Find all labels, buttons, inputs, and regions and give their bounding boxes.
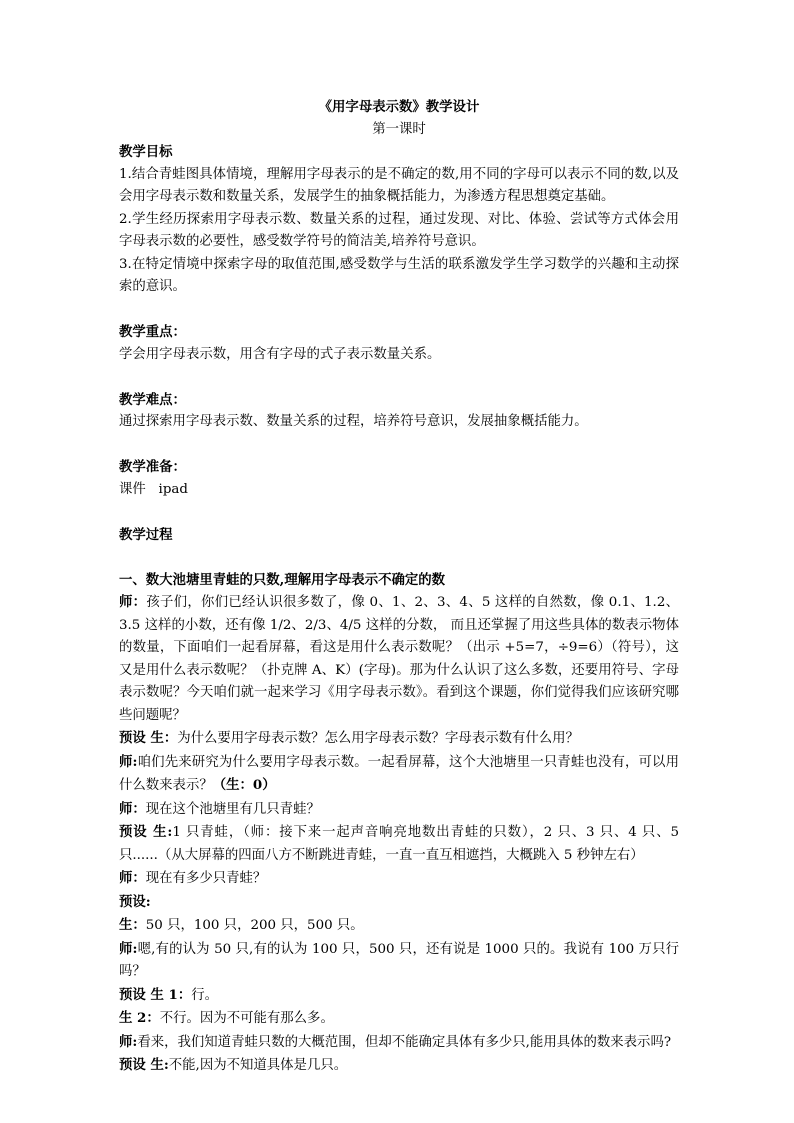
dialog-text: 现在有多少只青蛙？ — [145, 871, 267, 886]
spacer — [119, 366, 679, 389]
preparation-text: 课件 ipad — [119, 481, 188, 497]
speaker-label: 预设 生: — [119, 1057, 169, 1073]
speaker-label: 师: — [119, 1033, 138, 1050]
objectives-heading: 教学目标 — [119, 144, 173, 160]
speaker-label: 生： — [119, 917, 146, 933]
dialog-line-7 — [119, 891, 679, 915]
dialog-text: 不行。因为不可能有那么多。 — [159, 1011, 334, 1026]
dialog-text: 为什么要用字母表示数？怎么用字母表示数？字母表示数有什么用？ — [177, 731, 579, 746]
difficulty-text: 通过探索用字母表示数、数量关系的过程，培养符号意识，发展抽象概括能力。 — [119, 414, 588, 429]
dialog-line-13 — [119, 1054, 679, 1078]
speaker-label: 师: — [119, 940, 138, 957]
dialog-text: 嗯,有的认为 50 只,有的认为 100 只，500 只，还有说是 1000 只的。我说有 100 万只行吗？ — [119, 941, 679, 979]
objective-item-2: 2.学生经历探索用字母表示数、数量关系的过程，通过发现、对比、体验、尝试等方式体会用字母表示数的必要性，感受数学符号的简洁美,培养符号意识。 — [119, 211, 679, 249]
difficulty-heading: 教学难点： — [119, 391, 186, 408]
dialog-text: 咱们先来研究为什么要用字母表示数。一起看屏幕，这个大池塘里一只青蛙也没有，可以用什么数来表示？ — [119, 754, 679, 793]
section-1-heading: 一、数大池塘里青蛙的只数,理解用字母表示不确定的数 — [119, 571, 446, 588]
process-heading: 教学过程 — [119, 526, 173, 543]
dialog-text: 孩子们，你们已经认识很多数了，像 0、1、2、3、4、5 这样的自然数，像 0.1、1.2、3.5 这样的小数，还有像 1/2、2/3、4/5 这样的分数， 而且还掌握了用这些具体的数表示物体的数量，下面咱们一起看屏幕，看这是用什么表示数呢？（出示 +5=7，÷9=6）（符号），这又是用什么表示数呢？（扑克牌 A、K）(字母)。那为什么认识了这么多数，还要用符号、字母表示数呢？今天咱们就一起来学习《用字母表示数》。看到这个课题，你们觉得我们应该研究哪些问题呢？ — [119, 595, 679, 723]
speaker-label: 预设: — [119, 893, 151, 910]
dialog-line-9 — [119, 938, 679, 984]
key-points-heading: 教学重点： — [119, 324, 186, 340]
dialog-line-11 — [119, 1007, 679, 1031]
spacer — [119, 501, 679, 524]
objective-item-1: 1.结合青蛙图具体情境，理解用字母表示的是不确定的数,用不同的字母可以表示不同的数,以及会用字母表示数和数量关系，发展学生的抽象概括能力，为渗透方程思想奠定基础。 — [119, 166, 679, 204]
speaker-label: 师： — [119, 594, 147, 610]
speaker-label: 生 2： — [119, 1010, 160, 1026]
dialog-line-2 — [119, 727, 679, 751]
speaker-label: 师： — [119, 800, 146, 817]
dialog-line-8 — [119, 914, 679, 938]
spacer — [119, 434, 679, 457]
speaker-label: 预设 生: — [119, 824, 173, 840]
objective-item-3: 3.在特定情境中探索字母的取值范围,感受数学与生活的联系激发学生学习数学的兴趣和主动探索的意识。 — [119, 256, 679, 294]
dialog-answer: （生：0） — [212, 777, 276, 793]
dialog-text: 看来，我们知道青蛙只数的大概范围，但却不能确定具体有多少只,能用具体的数来表示吗? — [137, 1034, 672, 1050]
dialog-line-10 — [119, 984, 679, 1008]
dialog-line-12 — [119, 1031, 679, 1055]
spacer — [119, 299, 679, 322]
document-page — [119, 96, 679, 1078]
speaker-label: 师： — [119, 870, 146, 886]
dialog-text: 行。 — [191, 987, 218, 1003]
dialog-text: 1 只青蛙，（师：接下来一起声音响亮地数出青蛙的只数），2 只、3 只、4 只、5 只......（从大屏幕的四面八方不断跳进青蛙，一直一直互相遮挡，大概跳入 5 秒钟左右） — [119, 825, 679, 863]
spacer — [119, 546, 679, 569]
speaker-label: 师: — [119, 753, 138, 770]
speaker-label: 预设 生 1： — [119, 986, 192, 1003]
preparation-heading: 教学准备： — [119, 459, 186, 475]
document-title: 《用字母表示数》教学设计 — [318, 99, 480, 115]
dialog-text: 50 只，100 只，200 只，500 只。 — [145, 918, 364, 933]
dialog-line-6 — [119, 867, 679, 891]
dialog-text: 不能,因为不知道具体是几只。 — [168, 1058, 348, 1073]
speaker-label: 预设 生： — [119, 730, 178, 746]
dialog-line-1 — [119, 591, 679, 727]
dialog-line-5 — [119, 821, 679, 867]
dialog-text: 现在这个池塘里有几只青蛙？ — [145, 801, 320, 817]
document-subtitle: 第一课时 — [372, 121, 426, 137]
dialog-line-4 — [119, 798, 679, 822]
dialog-line-3 — [119, 751, 679, 798]
key-points-text: 学会用字母表示数，用含有字母的式子表示数量关系。 — [119, 346, 441, 362]
